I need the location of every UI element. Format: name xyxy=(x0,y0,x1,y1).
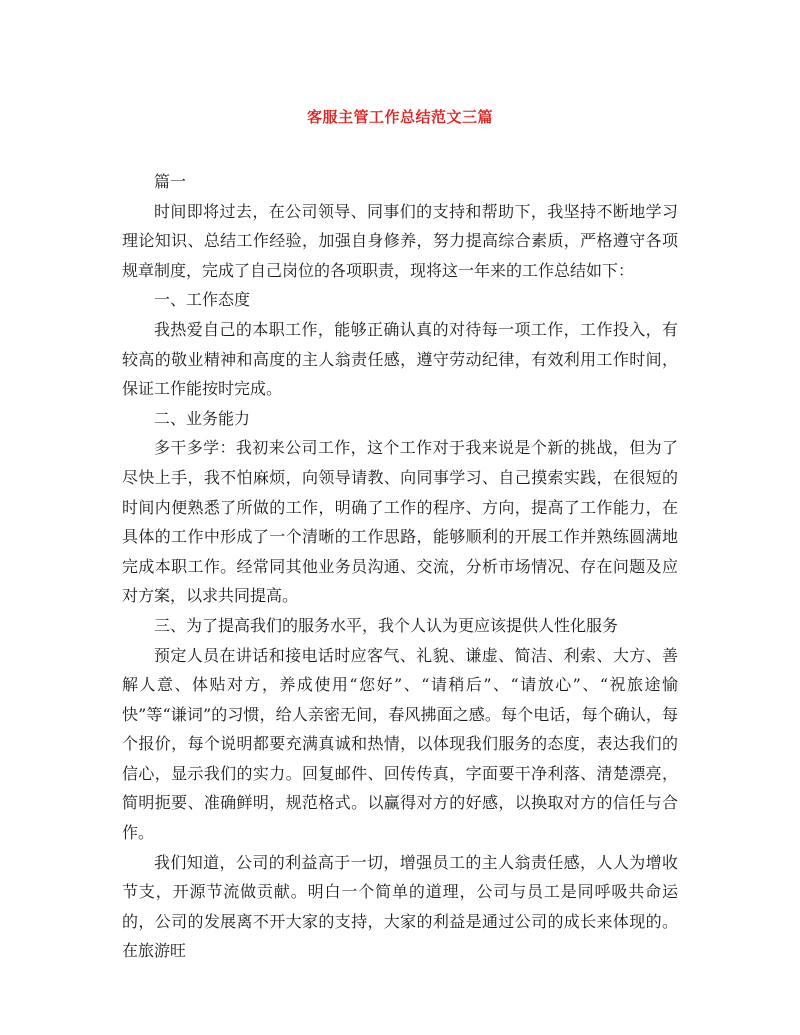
paragraph: 预定人员在讲话和接电话时应客气、礼貌、谦虚、简洁、利索、大方、善解人意、体贴对方，养成使用“您好”、“请稍后”、“请放心”、“祝旅途愉快”等“谦词”的习惯，给人亲密无间，春风拂面之感。每个电话，每个确认，每个报价，每个说明都要充满真诚和热情，以体现我们服务的态度，表达我们的信心，显示我们的实力。回复邮件、回传传真，字面要干净利落、清楚漂亮，简明扼要、准确鲜明，规范格式。以赢得对方的好感，以换取对方的信任与合作。 xyxy=(122,645,678,843)
document-body xyxy=(122,167,678,966)
section-heading: 一、工作态度 xyxy=(154,290,251,310)
paragraph: 我热爱自己的本职工作，能够正确认真的对待每一项工作，工作投入，有较高的敬业精神和高度的主人翁责任感，遵守劳动纪律，有效利用工作时间，保证工作能按时完成。 xyxy=(122,319,678,399)
section-label: 篇一 xyxy=(154,172,187,191)
paragraph: 多干多学：我初来公司工作，这个工作对于我来说是个新的挑战，但为了尽快上手，我不怕麻烦，向领导请教、向同事学习、自己摸索实践，在很短的时间内便熟悉了所做的工作，明确了工作的程序、方向，提高了工作能力，在具体的工作中形成了一个清晰的工作思路，能够顺利的开展工作并熟练圆满地完成本职工作。经常同其他业务员沟通、交流，分析市场情况、存在问题及应对方案，以求共同提高。 xyxy=(122,438,678,606)
paragraph: 我们知道，公司的利益高于一切，增强员工的主人翁责任感，人人为增收节支，开源节流做贡献。明白一个简单的道理，公司与员工是同呼吸共命运的，公司的发展离不开大家的支持，大家的利益是通过公司的成长来体现的。在旅游旺 xyxy=(122,852,678,961)
section-heading: 三、为了提高我们的服务水平，我个人认为更应该提供人性化服务 xyxy=(154,615,619,635)
section-heading: 二、业务能力 xyxy=(154,408,251,428)
document-title: 客服主管工作总结范文三篇 xyxy=(306,108,493,126)
paragraph: 时间即将过去，在公司领导、同事们的支持和帮助下，我坚持不断地学习理论知识、总结工作经验，加强自身修养，努力提高综合素质，严格遵守各项规章制度，完成了自己岗位的各项职责，现将这一年来的工作总结如下： xyxy=(122,201,678,280)
